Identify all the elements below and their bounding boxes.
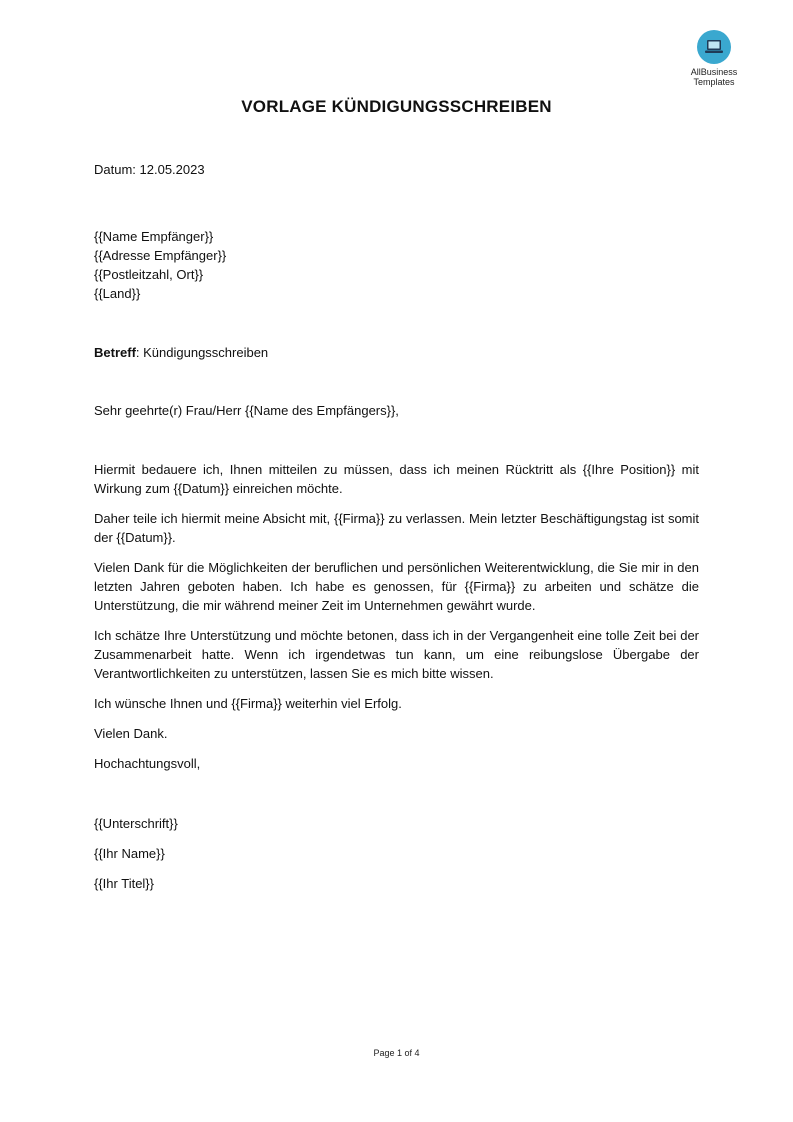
body-paragraph: Ich wünsche Ihnen und {{Firma}} weiterhin viel Erfolg. bbox=[94, 696, 402, 711]
subject-text: : Kündigungsschreiben bbox=[135, 345, 269, 360]
greeting: Sehr geehrte(r) Frau/Herr {{Name des Empfängers}}, bbox=[94, 403, 399, 418]
name-placeholder: {{Ihr Name}} bbox=[94, 846, 165, 861]
address-line: {{Name Empfänger}} bbox=[94, 229, 214, 244]
title-placeholder: {{Ihr Titel}} bbox=[94, 876, 154, 891]
address-line: {{Land}} bbox=[94, 286, 141, 301]
body-paragraph: Vielen Dank für die Möglichkeiten der beruflichen und persönlichen Weiterentwicklung, die Sie mir in den letzten Jahren geboten haben. Ich habe es genossen, für {{Firma}} zu arbeiten und schätze die Unterstützung, die mir während meiner Zeit im Unternehmen gewährt wurde. bbox=[94, 560, 699, 613]
date-line: Datum: 12.05.2023 bbox=[94, 162, 205, 177]
address-line: {{Adresse Empfänger}} bbox=[94, 248, 227, 263]
body-paragraph: Hiermit bedauere ich, Ihnen mitteilen zu müssen, dass ich meinen Rücktritt als {{Ihre Position}} mit Wirkung zum {{Datum}} einreichen möchte. bbox=[94, 462, 699, 496]
body-paragraph: Ich schätze Ihre Unterstützung und möchte betonen, dass ich in der Vergangenheit eine tolle Zeit bei der Zusammenarbeit hatte. Wenn ich irgendetwas tun kann, um eine reibungslose Übergabe der Verantwortlichkeiten zu unterstützen, lassen Sie es mich bitte wissen. bbox=[94, 628, 699, 681]
laptop-icon bbox=[697, 30, 731, 64]
subject-line bbox=[94, 343, 699, 362]
address-line: {{Postleitzahl, Ort}} bbox=[94, 267, 204, 282]
logo-text-line1: AllBusiness bbox=[690, 67, 738, 77]
closing-thanks: Vielen Dank. bbox=[94, 726, 168, 741]
closing-salutation: Hochachtungsvoll, bbox=[94, 756, 201, 771]
letter-body bbox=[94, 160, 699, 893]
subject-label: Betreff bbox=[94, 345, 136, 360]
allbusiness-templates-logo bbox=[676, 30, 752, 87]
document-title: VORLAGE KÜNDIGUNGSSCHREIBEN bbox=[241, 97, 552, 116]
logo-text-line2: Templates bbox=[693, 77, 735, 87]
signature-placeholder: {{Unterschrift}} bbox=[94, 816, 178, 831]
body-paragraph: Daher teile ich hiermit meine Absicht mit, {{Firma}} zu verlassen. Mein letzter Beschäftigungstag ist somit der {{Datum}}. bbox=[94, 511, 699, 545]
recipient-address bbox=[94, 227, 699, 303]
page-number: Page 1 of 4 bbox=[373, 1048, 420, 1058]
